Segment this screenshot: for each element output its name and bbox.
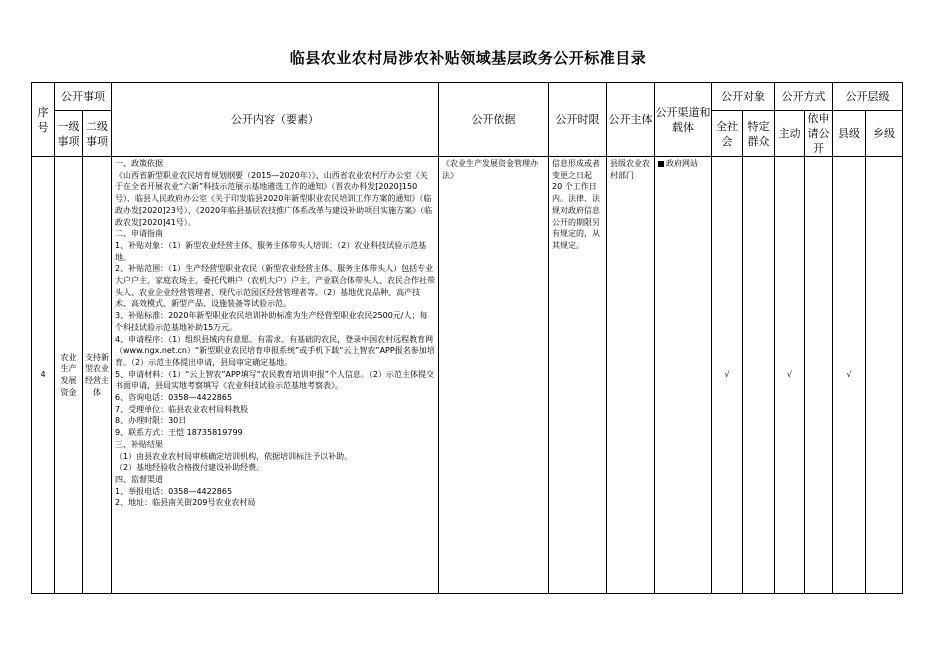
row-method-request — [805, 157, 833, 594]
content-line: 二、申请指南 — [115, 229, 163, 239]
header-audience: 公开对象 — [712, 83, 775, 111]
content-line: 3、补贴标准：2020年新型职业农民培训补助标准为生产经营型职业农民2500元/人；每个科技试验示范基地补助15万元。 — [115, 311, 428, 332]
row-content — [112, 157, 439, 594]
filled-square-icon — [658, 161, 664, 167]
header-channel: 公开渠道和载体 — [655, 83, 712, 157]
header-level2: 二级事项 — [83, 111, 112, 157]
header-level: 公开层级 — [833, 83, 903, 111]
content-line: 7、受理单位：临县农业农村局科教股 — [115, 404, 249, 414]
content-line: 四、监督渠道 — [115, 474, 163, 484]
content-line: 一、政策依据 — [115, 159, 163, 168]
row-seq: 4 — [32, 157, 55, 594]
header-level-county: 县级 — [833, 111, 866, 157]
row-level2: 支持新型农业经营主体 — [83, 157, 112, 594]
header-matters: 公开事项 — [55, 83, 112, 111]
content-line: （1）由县农业农村局审核确定培训机构，依据培训标注予以补助。 — [115, 451, 353, 461]
header-level1: 一级事项 — [55, 111, 83, 157]
content-line: 2、地址：临县南关街209号农业农村局 — [115, 498, 256, 508]
row-time: 信息形成或者变更之日起 20 个工作日内。法律、法规对政府信息公开的期限另有规定的，从其规定。 — [549, 157, 607, 594]
content-line: （2）基地经验收合格拨付建设补助经费。 — [115, 463, 265, 473]
content-line: 4、申请程序：（1）组织县域内有意愿、有需求、有基础的农民，登录中国农村远程教育网（www.ngx.net.cn）“新型职业农民培育申报系统”或手机下载“云上智农”APP报名参加培育。（2）示范主体提出申请，县局审定确定基地。 — [115, 334, 435, 367]
row-subject: 县级农业农村部门 — [607, 157, 655, 594]
header-method: 公开方式 — [775, 83, 833, 111]
header-subject: 公开主体 — [607, 83, 655, 157]
content-line: 三、补贴结果 — [115, 439, 163, 449]
content-line: 6、咨询电话：0358—4422865 — [115, 393, 233, 403]
row-level-township — [866, 157, 903, 594]
header-level-township: 乡级 — [866, 111, 903, 157]
row-basis: 《农业生产发展资金管理办法》 — [439, 157, 549, 594]
row-audience-all: √ — [712, 157, 743, 594]
channel-label: 政府网站 — [666, 159, 698, 168]
disclosure-catalog-table — [31, 82, 903, 594]
header-seq: 序号 — [32, 83, 55, 157]
content-line: 1、补贴对象：（1）新型农业经营主体、服务主体带头人培训；（2）农业科技试验示范基地。 — [115, 240, 427, 262]
header-time: 公开时限 — [549, 83, 607, 157]
content-line: 9、联系方式：王恺 18735819799 — [115, 428, 243, 438]
header-audience-specific: 特定群众 — [743, 111, 775, 157]
content-line: 1、举报电话：0358—4422865 — [115, 486, 233, 496]
header-basis: 公开依据 — [439, 83, 549, 157]
content-line: 5、申请材料：（1）“云上智农”APP填写“农民教育培训申报”个人信息。（2）示范主体提交书面申请，县局实地考察填写《农业科技试验示范基地考察表》。 — [115, 369, 434, 391]
content-line: 《山西省新型职业农民培育规划纲要（2015—2020年）》、山西省农业农村厅办公室《关于在全省开展农业“六新”科技示范展示基地遴选工作的通知》（晋农办科发[2020]150号）、临县人民政府办公室《关于印发临县2020年新型职业农民培训工作方案的通知》（临政办发[2020]23号）、《2020年临县基层农技推广体系改革与建设补助项目实施方案》（临政农发[2020]41号）。 — [115, 170, 433, 227]
row-audience-specific — [743, 157, 775, 594]
table-row — [32, 157, 903, 594]
header-audience-all: 全社会 — [712, 111, 743, 157]
document-title: 临县农业农村局涉农补贴领域基层政务公开标准目录 — [289, 49, 647, 67]
content-line: 8、办理时限：30日 — [115, 416, 187, 426]
content-line: 2、补贴范围：（1）生产经营型职业农民（新型农业经营主体、服务主体带头人）包括专业大户户主、家庭农场主、委托代耕户（农机大户）户主、产业联合体带头人、农民合作社带头人、农业企业经营管理者、现代示范园区经营管理者等。（2）基地优良品种、高产技术、高效模式、新型产品、设施装备等试验示范。 — [115, 264, 435, 309]
header-content: 公开内容（要素） — [112, 83, 439, 157]
row-method-active: √ — [775, 157, 805, 594]
row-channel — [655, 157, 712, 594]
header-method-active: 主动 — [775, 111, 805, 157]
header-method-request: 依申请公开 — [805, 111, 833, 157]
row-level1: 农业生产发展资金 — [55, 157, 83, 594]
row-level-county: √ — [833, 157, 866, 594]
